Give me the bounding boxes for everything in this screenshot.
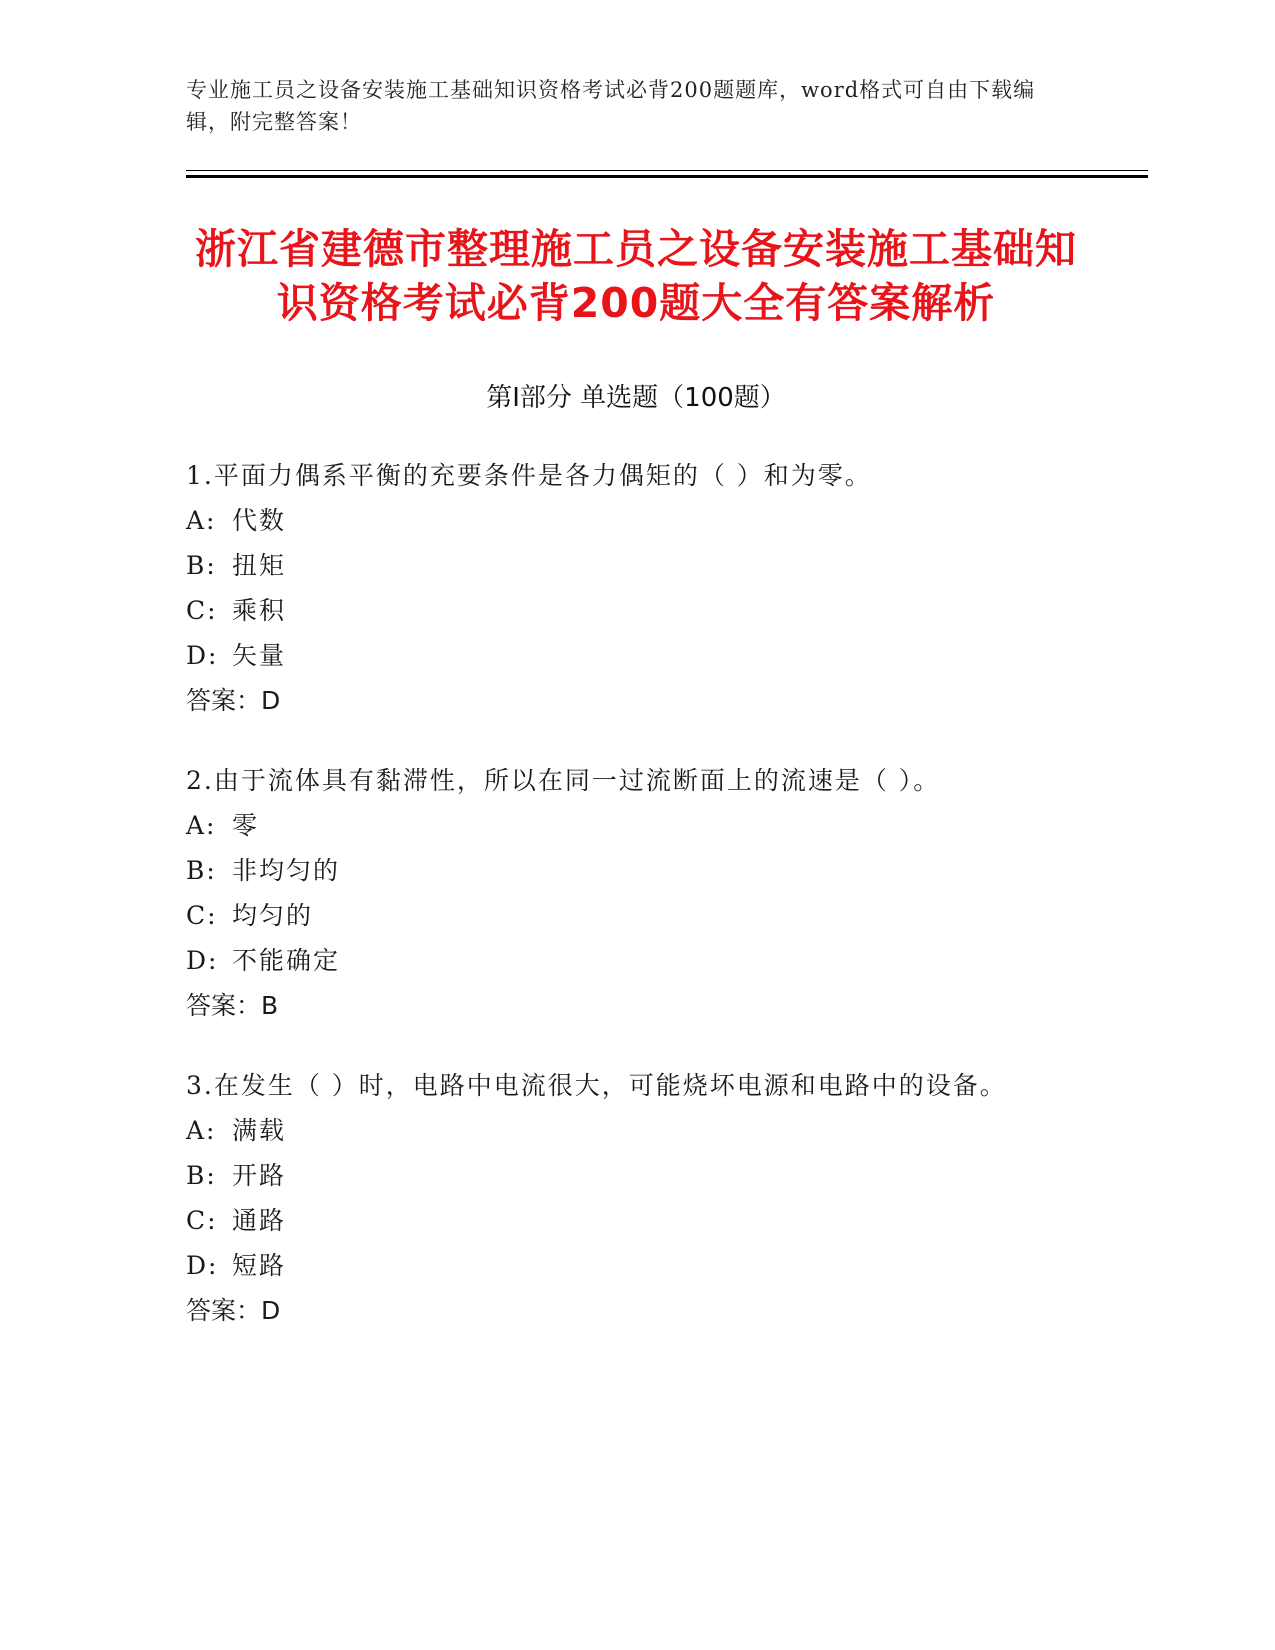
- option-letter: C:: [186, 1206, 218, 1235]
- header-rule-thick: [186, 175, 1148, 178]
- option-a: [186, 1108, 1146, 1153]
- option-b: [186, 1153, 1146, 1198]
- option-letter: D:: [186, 946, 219, 975]
- option-letter: A:: [186, 811, 217, 840]
- answer-line: 答案：D: [186, 1296, 281, 1325]
- option-text: 短路: [232, 1251, 287, 1280]
- question-1: [186, 453, 1146, 723]
- option-d: [186, 938, 1146, 983]
- question-stem: 3.在发生（ ）时，电路中电流很大，可能烧坏电源和电路中的设备。: [186, 1071, 1007, 1100]
- option-d: [186, 633, 1146, 678]
- option-a: [186, 498, 1146, 543]
- option-b: [186, 543, 1146, 588]
- option-text: 乘积: [232, 596, 287, 625]
- option-c: [186, 588, 1146, 633]
- section-heading: 第Ⅰ部分 单选题（100题）: [486, 383, 786, 413]
- option-text: 矢量: [232, 641, 287, 670]
- option-text: 满载: [232, 1116, 287, 1145]
- option-text: 均匀的: [232, 901, 314, 930]
- question-2: [186, 758, 1146, 1028]
- option-text: 通路: [232, 1206, 287, 1235]
- document-title: 浙江省建德市整理施工员之设备安装施工基础知识资格考试必背200题大全有答案解析: [195, 225, 1077, 327]
- option-b: [186, 848, 1146, 893]
- option-letter: D:: [186, 1251, 219, 1280]
- question-stem: 2.由于流体具有黏滞性，所以在同一过流断面上的流速是（ ）。: [186, 766, 941, 795]
- option-letter: C:: [186, 901, 218, 930]
- option-letter: B:: [186, 1161, 217, 1190]
- option-letter: A:: [186, 506, 217, 535]
- option-letter: C:: [186, 596, 218, 625]
- header-note: 专业施工员之设备安装施工基础知识资格考试必背200题题库，word格式可自由下载编辑，附完整答案！: [186, 78, 1036, 134]
- answer-line: 答案：B: [186, 991, 279, 1020]
- option-text: 开路: [232, 1161, 287, 1190]
- option-text: 扭矩: [232, 551, 287, 580]
- option-text: 非均匀的: [232, 856, 341, 885]
- question-stem: 1.平面力偶系平衡的充要条件是各力偶矩的（ ）和为零。: [186, 461, 872, 490]
- option-text: 代数: [232, 506, 287, 535]
- question-3: [186, 1063, 1146, 1333]
- answer-line: 答案：D: [186, 686, 281, 715]
- option-text: 不能确定: [232, 946, 341, 975]
- option-text: 零: [232, 811, 260, 840]
- header-rule-thin: [186, 170, 1148, 171]
- option-letter: D:: [186, 641, 219, 670]
- option-letter: A:: [186, 1116, 217, 1145]
- option-c: [186, 1198, 1146, 1243]
- option-c: [186, 893, 1146, 938]
- option-letter: B:: [186, 551, 217, 580]
- option-d: [186, 1243, 1146, 1288]
- option-letter: B:: [186, 856, 217, 885]
- option-a: [186, 803, 1146, 848]
